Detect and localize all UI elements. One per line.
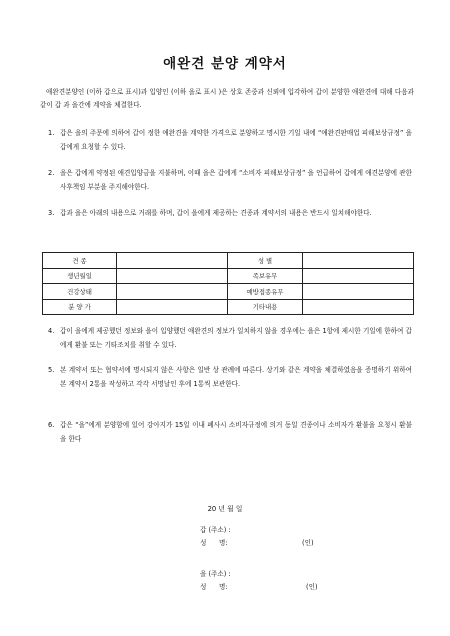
table-cell-label: 족보유무 <box>228 268 302 284</box>
table-row <box>43 299 414 315</box>
table-cell-value <box>117 284 228 300</box>
table-cell-value <box>302 284 413 300</box>
party-a-block <box>200 524 231 550</box>
clause-number: 5. <box>48 366 55 374</box>
clause-text: 본 계약서 또는 협약서에 명시되지 않은 사항은 일반 상 관례에 따른다. 상기와 같은 계약을 체결하였음을 증명하기 위하여 본 계약서 2통을 작성하고 각각 서명날인 후에 1통씩 보관한다. <box>60 366 412 388</box>
clause-5 <box>48 364 412 391</box>
party-b-name-label: 성 명: <box>200 583 228 591</box>
clause-2 <box>48 167 412 194</box>
table-cell-value <box>302 253 413 269</box>
table-cell-value <box>302 299 413 315</box>
clause-text: 을은 갑에게 약정된 애견입양금을 지불하며, 이때 을은 갑에게 “소비자 피해보상규정” 을 언급하여 갑에게 애견분양에 관한 사후책임 부분을 주지해야한다. <box>60 169 412 191</box>
table-row <box>43 268 414 284</box>
table-cell-label: 생년월일 <box>43 268 117 284</box>
table-cell-value <box>117 253 228 269</box>
document-title: 애완견 분양 계약서 <box>163 56 287 72</box>
clause-text: 갑이 을에게 제공했던 정보와 을이 입양했던 애완견의 정보가 일치하지 않을 경우에는 을은 1항에 제시한 기일에 한하여 갑에게 환불 또는 기타조치를 취할 수 있다. <box>60 327 412 349</box>
table-cell-value <box>302 268 413 284</box>
table-cell-label: 견 종 <box>43 253 117 269</box>
clause-number: 3. <box>48 209 55 217</box>
clause-number: 6. <box>48 421 55 429</box>
intro-paragraph: 애완견분양인 (이하 갑으로 표시)과 입양인 (이하 을로 표시 )은 상호 존중과 신뢰에 입각하여 갑이 분양한 애완견에 대해 다음과 같이 갑 과 을간에 계약을 체결한다. <box>40 88 414 109</box>
party-a-seal: (인) <box>302 539 314 547</box>
contract-date: 20 년 월 일 <box>207 505 243 513</box>
party-b-block <box>200 568 231 594</box>
table-cell-label: 기타내용 <box>228 299 302 315</box>
dog-info-table <box>42 252 414 315</box>
clause-text: 갑과 을은 아래의 내용으로 거래를 하며, 갑이 을에게 제공하는 견종과 계약서의 내용은 반드시 일치해야한다. <box>60 209 372 217</box>
table-cell-label: 예방접종유무 <box>228 284 302 300</box>
table-row <box>43 253 414 269</box>
table-cell-label: 분 양 가 <box>43 299 117 315</box>
clause-6 <box>48 419 412 446</box>
table-cell-value <box>117 268 228 284</box>
clause-1 <box>48 127 412 154</box>
party-b-address-label: 을 (주소) : <box>200 570 231 578</box>
party-b-seal: (인) <box>306 583 318 591</box>
table-cell-label: 건강상태 <box>43 284 117 300</box>
clause-4 <box>48 325 412 352</box>
clause-text: 갑은 을의 주문에 의하여 갑이 정한 애완견을 계약한 가격으로 분양하고 명시한 기일 내에 “애완견판매업 피해보상규정” 을 갑에게 요청할 수 있다. <box>60 129 412 151</box>
table-cell-label: 성 별 <box>228 253 302 269</box>
party-a-address-label: 갑 (주소) : <box>200 526 231 534</box>
table-cell-value <box>117 299 228 315</box>
clause-text: 갑은 “을”에게 분양함에 있어 강아지가 15일 이내 폐사시 소비자규정에 의거 동일 견종이나 소비자가 환불을 요청시 환불을 한다 <box>60 421 412 443</box>
clause-number: 4. <box>48 327 55 335</box>
clause-3 <box>48 207 412 221</box>
clause-number: 2. <box>48 169 55 177</box>
clause-number: 1. <box>48 129 55 137</box>
party-a-name-label: 성 명: <box>200 539 228 547</box>
table-row <box>43 284 414 300</box>
